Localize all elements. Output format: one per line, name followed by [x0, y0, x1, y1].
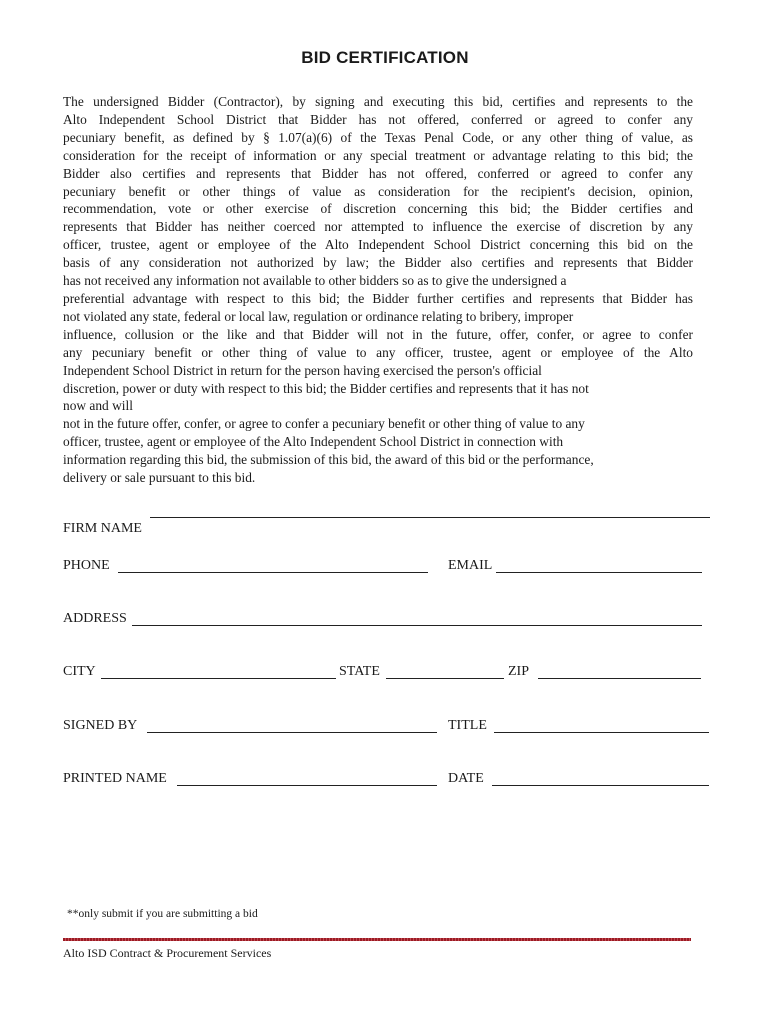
body-line: preferential advantage with respect to this bid; the Bidder further certifies and represents that Bidder has: [63, 290, 693, 306]
city-field[interactable]: [101, 678, 336, 679]
signed-by-field[interactable]: [147, 732, 437, 733]
address-label: ADDRESS: [63, 611, 127, 626]
footnote: **only submit if you are submitting a bid: [67, 908, 258, 920]
footer-text: Alto ISD Contract & Procurement Services: [63, 946, 272, 960]
body-line: pecuniary benefit, as defined by § 1.07(a)(6) of the Texas Penal Code, or any other thing of value, as: [63, 129, 693, 145]
body-line: now and will: [63, 398, 133, 414]
body-line: basis of any consideration not authorized by law; the Bidder also certifies and represents that Bidder: [63, 255, 693, 271]
phone-field[interactable]: [118, 572, 428, 573]
body-line: any pecuniary benefit or other thing of value to any officer, trustee, agent or employee of the Alto: [63, 344, 693, 360]
body-line: Bidder also certifies and represents that Bidder has not offered, conferred or agreed to confer any: [63, 165, 693, 181]
body-line: officer, trustee, agent or employee of the Alto Independent School District in connection with: [63, 434, 564, 450]
body-line: has not received any information not available to other bidders so as to give the undersigned a: [63, 273, 567, 289]
signed-by-label: SIGNED BY: [63, 718, 138, 733]
body-line: not in the future offer, confer, or agree to confer a pecuniary benefit or other thing of value to any: [63, 416, 585, 432]
email-field[interactable]: [496, 572, 702, 573]
phone-label: PHONE: [63, 558, 110, 573]
printed-name-label: PRINTED NAME: [63, 771, 167, 786]
page-title: BID CERTIFICATION: [301, 48, 469, 67]
body-line: Alto Independent School District that Bidder has not offered, conferred or agreed to confer any: [63, 111, 693, 127]
body-line: delivery or sale pursuant to this bid.: [63, 470, 256, 486]
body-line: not violated any state, federal or local law, regulation or ordinance relating to bribery, improper: [63, 308, 574, 324]
email-label: EMAIL: [448, 558, 493, 573]
state-label: STATE: [339, 664, 380, 679]
address-field[interactable]: [132, 625, 702, 626]
city-label: CITY: [63, 664, 96, 679]
body-line: Independent School District in return for the person having exercised the person's official: [63, 362, 542, 378]
footer-divider: [63, 938, 691, 941]
certification-body: [63, 93, 693, 487]
body-line: discretion, power or duty with respect to this bid; the Bidder certifies and represents that it has not: [63, 380, 589, 396]
printed-name-field[interactable]: [177, 785, 437, 786]
date-field[interactable]: [492, 785, 709, 786]
state-field[interactable]: [386, 678, 504, 679]
body-line: pecuniary benefit or other things of value as consideration for the recipient's decision, opinion,: [63, 183, 693, 199]
body-line: information regarding this bid, the submission of this bid, the award of this bid or the performance,: [63, 452, 594, 468]
title-field[interactable]: [494, 732, 709, 733]
zip-label: ZIP: [508, 664, 529, 679]
firm-name-label: FIRM NAME: [63, 521, 142, 536]
date-label: DATE: [448, 771, 484, 786]
body-line: represents that Bidder has neither coerced nor attempted to influence the exercise of discretion by any: [63, 219, 693, 235]
title-label: TITLE: [448, 718, 487, 733]
body-line: The undersigned Bidder (Contractor), by signing and executing this bid, certifies and represents to the: [63, 94, 693, 109]
body-line: consideration for the receipt of information or any special treatment or advantage relating to this bid; the: [63, 147, 693, 163]
firm-name-field[interactable]: [150, 517, 710, 518]
zip-field[interactable]: [538, 678, 701, 679]
body-line: recommendation, vote or other exercise of discretion concerning this bid; the Bidder certifies and: [63, 201, 693, 217]
body-line: influence, collusion or the like and that Bidder will not in the future, offer, confer, or agree to confer: [63, 326, 693, 342]
body-line: officer, trustee, agent or employee of the Alto Independent School District concerning this bid on the: [63, 237, 693, 253]
